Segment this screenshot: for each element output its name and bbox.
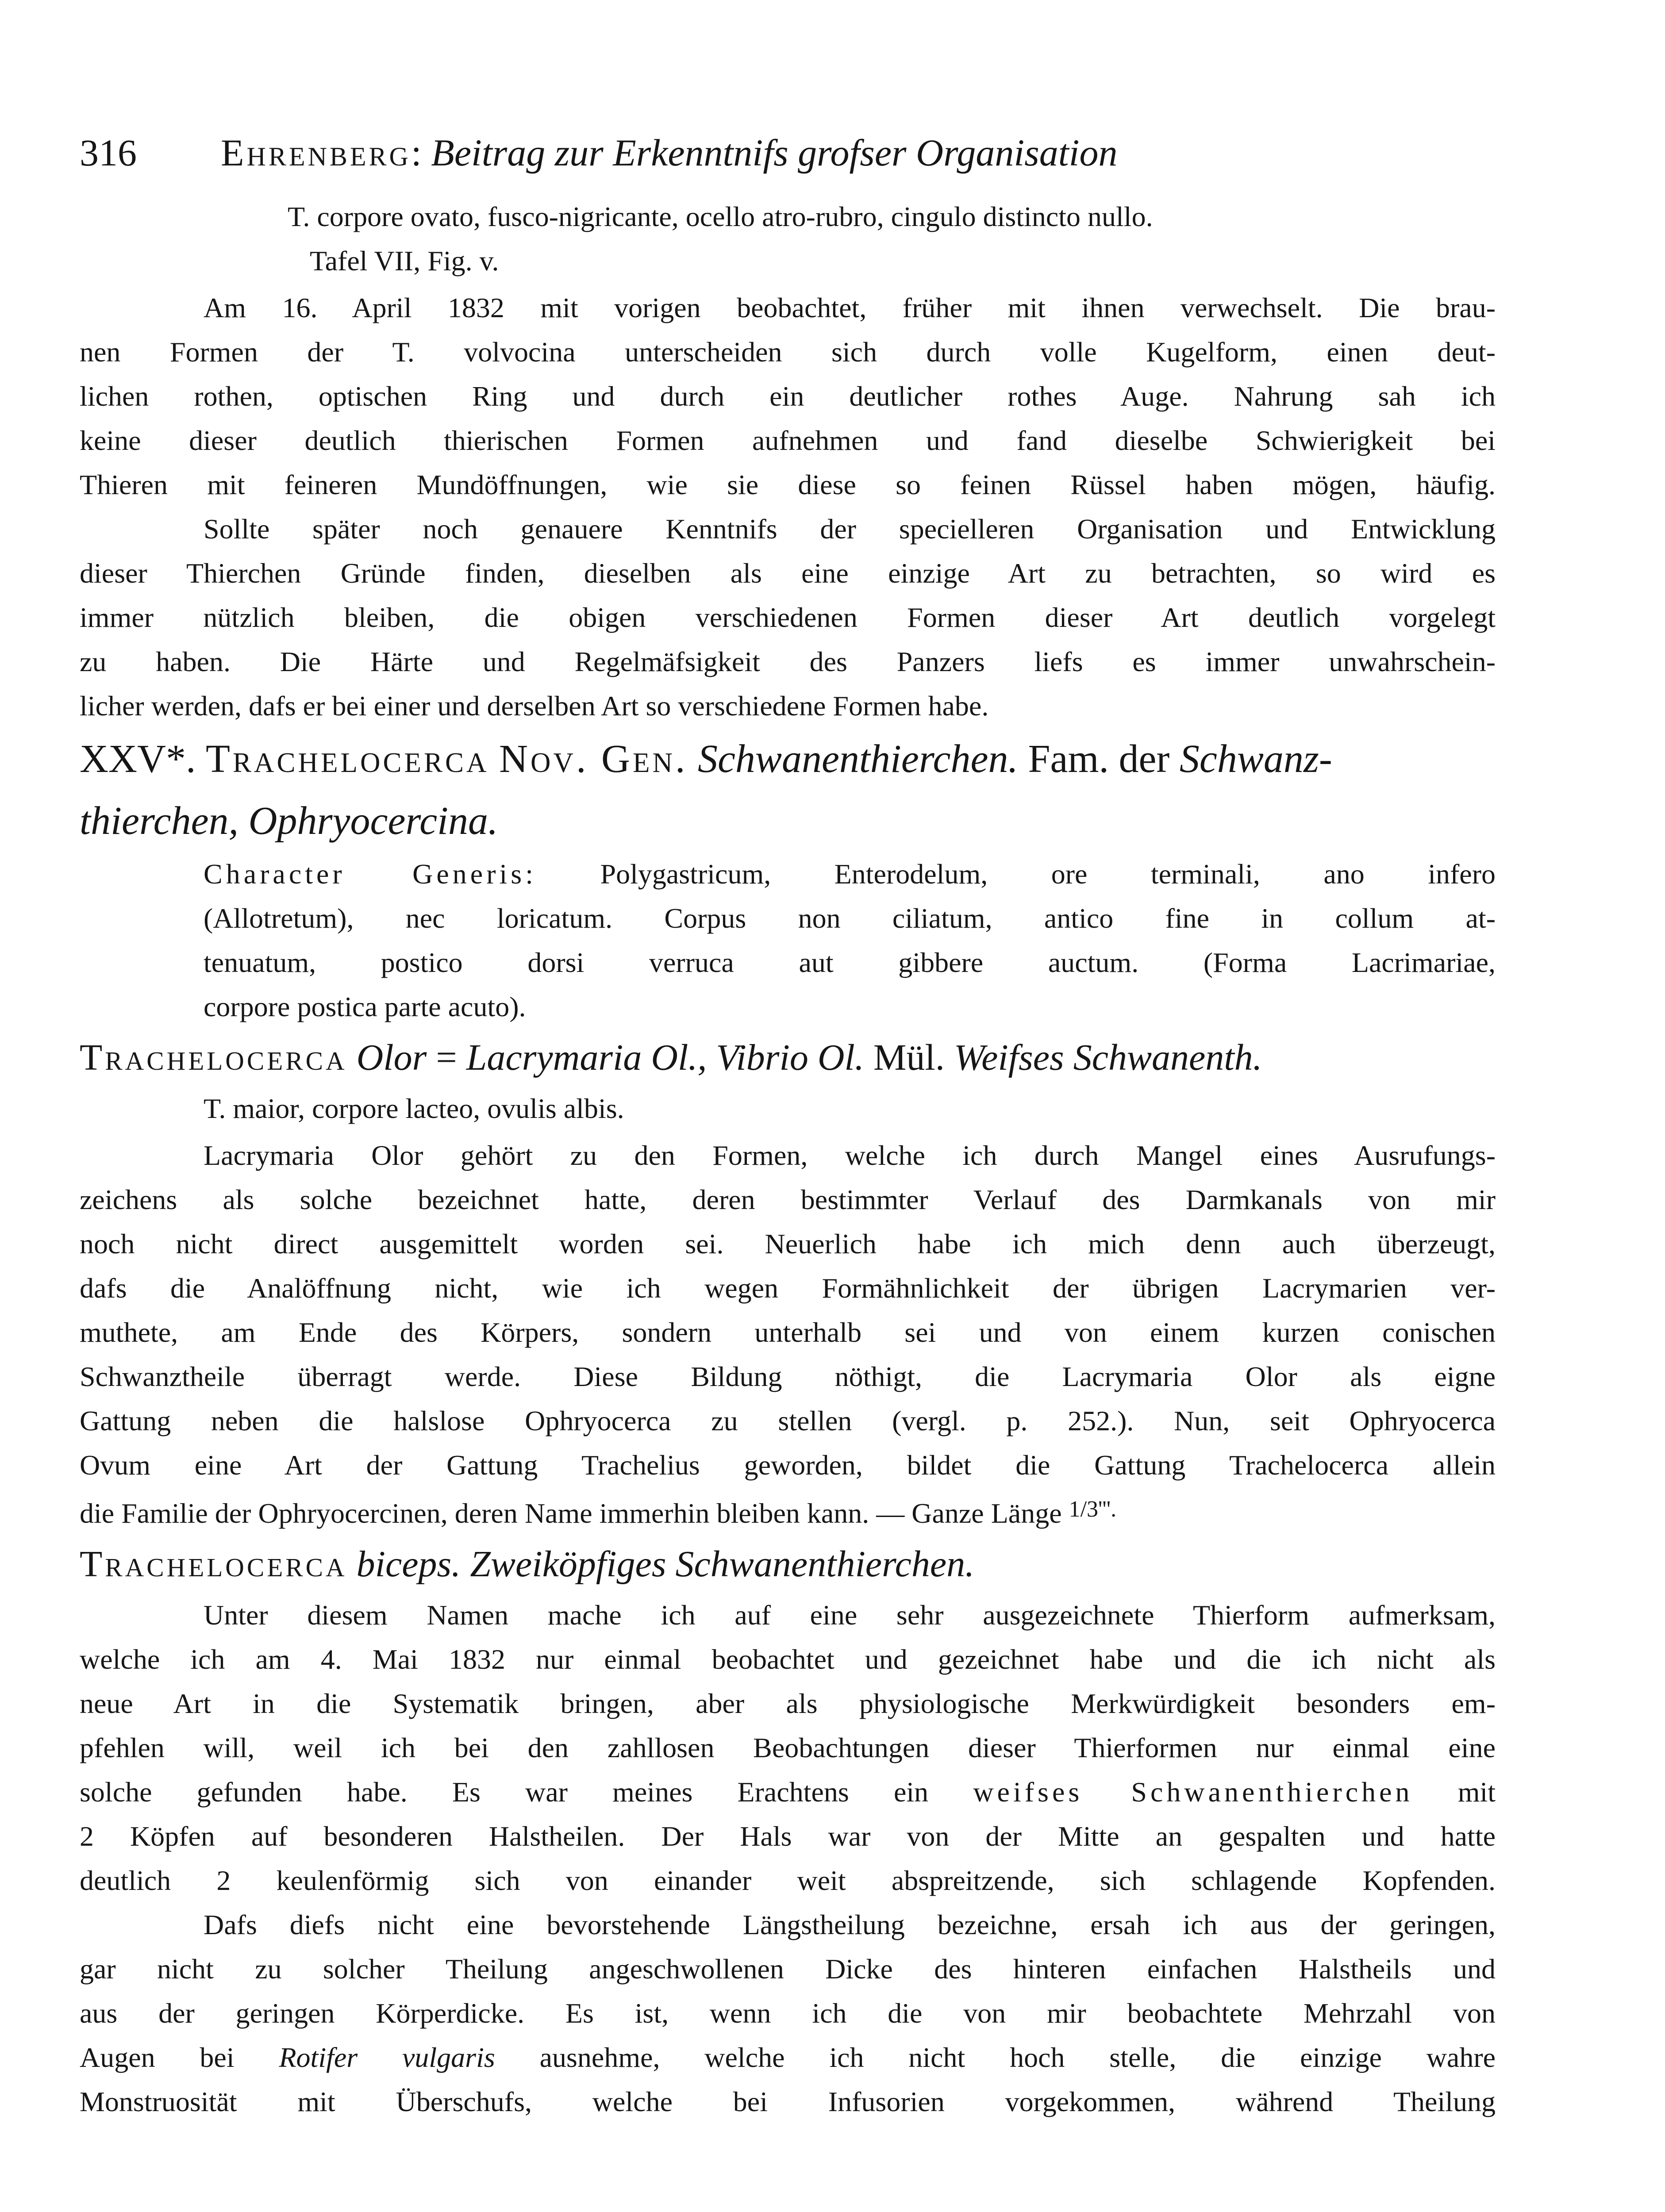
text-line: 2 Köpfen auf besonderen Halstheilen. Der Hals war von der Mitte an gespalten und hatte bbox=[80, 1820, 1496, 1852]
genus-name: Trachelocerca bbox=[206, 737, 489, 781]
text-line: nen Formen der T. volvocina unterscheiden sich durch volle Kugelform, einen deut- bbox=[80, 336, 1496, 368]
text-line: keine dieser deutlich thierischen Formen aufnehmen und fand dieselbe Schwierigkeit bei bbox=[80, 425, 1496, 456]
header-title: Beitrag zur Erkenntnifs grofser Organisation bbox=[431, 131, 1118, 174]
text-line: Sollte später noch genauere Kenntnifs der specielleren Organisation und Entwicklung bbox=[204, 513, 1496, 545]
text-line: licher werden, dafs er bei einer und derselben Art so verschiedene Formen habe. bbox=[80, 690, 989, 722]
section-heading-xxv-line2: thierchen, Ophryocercina. bbox=[80, 799, 498, 843]
length-fraction: 1/3'''. bbox=[1069, 1497, 1117, 1522]
text-line: noch nicht direct ausgemittelt worden sei. Neuerlich habe ich mich denn auch überzeugt, bbox=[80, 1228, 1496, 1260]
text-line: aus der geringen Körperdicke. Es ist, wenn ich die von mir beobachtete Mehrzahl von bbox=[80, 1997, 1496, 2029]
text-line: solche gefunden habe. Es war meines Erachtens ein weifses Schwanenthierchen mit bbox=[80, 1776, 1496, 1808]
text-line: die Familie der Ophryocercinen, deren Name immerhin bleiben kann. — Ganze Länge $^{1/3'''.}$ bbox=[80, 1497, 1117, 1529]
page bbox=[80, 128, 1496, 2212]
character-line: Character Generis: Polygastricum, Enterodelum, ore terminali, ano infero bbox=[204, 858, 1496, 890]
text-line: zeichens als solche bezeichnet hatte, deren bestimmter Verlauf des Darmkanals von mir bbox=[80, 1184, 1496, 1215]
page-number: 316 bbox=[80, 131, 137, 174]
text-line: deutlich 2 keulenförmig sich von einander weit abspreitzende, sich schlagende Kopfenden. bbox=[80, 1865, 1496, 1896]
text-line: Tafel VII, Fig. v. bbox=[310, 245, 499, 276]
species-diagnosis: T. maior, corpore lacteo, ovulis albis. bbox=[204, 1093, 624, 1124]
text-line: Gattung neben die halslose Ophryocerca zu stellen (vergl. p. 252.). Nun, seit Ophryocerca bbox=[80, 1405, 1496, 1436]
running-header: 316 Ehrenberg : Beitrag zur Erkenntnifs grofser Organisation bbox=[80, 128, 1496, 177]
text-line: muthete, am Ende des Körpers, sondern unterhalb sei und von einem kurzen conischen bbox=[80, 1317, 1496, 1348]
character-line: (Allotretum), nec loricatum. Corpus non ciliatum, antico fine in collum at- bbox=[204, 902, 1496, 934]
text-line: Augen bei Rotifer vulgaris ausnehme, welche ich nicht hoch stelle, die einzige wahre bbox=[80, 2042, 1496, 2073]
text-line: Lacrymaria Olor gehört zu den Formen, welche ich durch Mangel eines Ausrufungs- bbox=[204, 1140, 1496, 1171]
text-line: Am 16. April 1832 mit vorigen beobachtet, früher mit ihnen verwechselt. Die brau- bbox=[204, 292, 1496, 323]
text-line: gar nicht zu solcher Theilung angeschwollenen Dicke des hinteren einfachen Halstheils und bbox=[80, 1953, 1496, 1985]
text-line: Dafs diefs nicht eine bevorstehende Längstheilung bezeichne, ersah ich aus der geringen, bbox=[204, 1909, 1496, 1940]
header-author: Ehrenberg bbox=[221, 131, 411, 174]
section-heading-xxv bbox=[80, 728, 1496, 790]
character-label: Character Generis: bbox=[204, 858, 537, 890]
character-line: tenuatum, postico dorsi verruca aut gibbere auctum. (Forma Lacrimariae, bbox=[204, 947, 1496, 978]
text-line: dieser Thierchen Gründe finden, dieselben als eine einzige Art zu betrachten, so wird es bbox=[80, 557, 1496, 589]
family-name: Schwanz- bbox=[1179, 737, 1332, 781]
species-heading-biceps: Trachelocerca biceps. Zweiköpfiges Schwanenthierchen. bbox=[80, 1544, 975, 1585]
species-heading-olor: Trachelocerca Olor = Lacrymaria Ol., Vibrio Ol. Mül. Weifses Schwanenth. bbox=[80, 1037, 1262, 1078]
text-line: welche ich am 4. Mai 1832 nur einmal beobachtet und gezeichnet habe und die ich nicht als bbox=[80, 1644, 1496, 1675]
text-line: Unter diesem Namen mache ich auf eine sehr ausgezeichnete Thierform aufmerksam, bbox=[204, 1599, 1496, 1631]
section-number: XXV*. bbox=[80, 737, 196, 781]
family-label: Fam. der bbox=[1028, 737, 1170, 781]
nov-gen: Nov. Gen. bbox=[499, 737, 688, 781]
text-line: neue Art in die Systematik bringen, aber als physiologische Merkwürdigkeit besonders em- bbox=[80, 1688, 1496, 1719]
text-line: immer nützlich bleiben, die obigen verschiedenen Formen dieser Art deutlich vorgelegt bbox=[80, 602, 1496, 633]
text-line: dafs die Analöffnung nicht, wie ich wegen Formähnlichkeit der übrigen Lacrymarien ver- bbox=[80, 1272, 1496, 1304]
text-line: Ovum eine Art der Gattung Trachelius geworden, bildet die Gattung Trachelocerca allein bbox=[80, 1449, 1496, 1481]
text-line: T. corpore ovato, fusco-nigricante, ocello atro-rubro, cingulo distincto nullo. bbox=[288, 201, 1153, 232]
german-name: Schwanenthierchen. bbox=[697, 737, 1018, 781]
text-line: Schwanztheile überragt werde. Diese Bildung nöthigt, die Lacrymaria Olor als eigne bbox=[80, 1361, 1496, 1392]
character-line: corpore postica parte acuto). bbox=[204, 991, 526, 1022]
text-line: zu haben. Die Härte und Regelmäfsigkeit des Panzers liefs es immer unwahrschein- bbox=[80, 646, 1496, 677]
text-line: pfehlen will, weil ich bei den zahllosen Beobachtungen dieser Thierformen nur einmal eine bbox=[80, 1732, 1496, 1763]
text-line: lichen rothen, optischen Ring und durch ein deutlicher rothes Auge. Nahrung sah ich bbox=[80, 380, 1496, 412]
text-line: Thieren mit feineren Mundöffnungen, wie sie diese so feinen Rüssel haben mögen, häufig. bbox=[80, 469, 1496, 500]
text-line: Monstruosität mit Überschufs, welche bei Infusorien vorgekommen, während Theilung bbox=[80, 2086, 1496, 2117]
